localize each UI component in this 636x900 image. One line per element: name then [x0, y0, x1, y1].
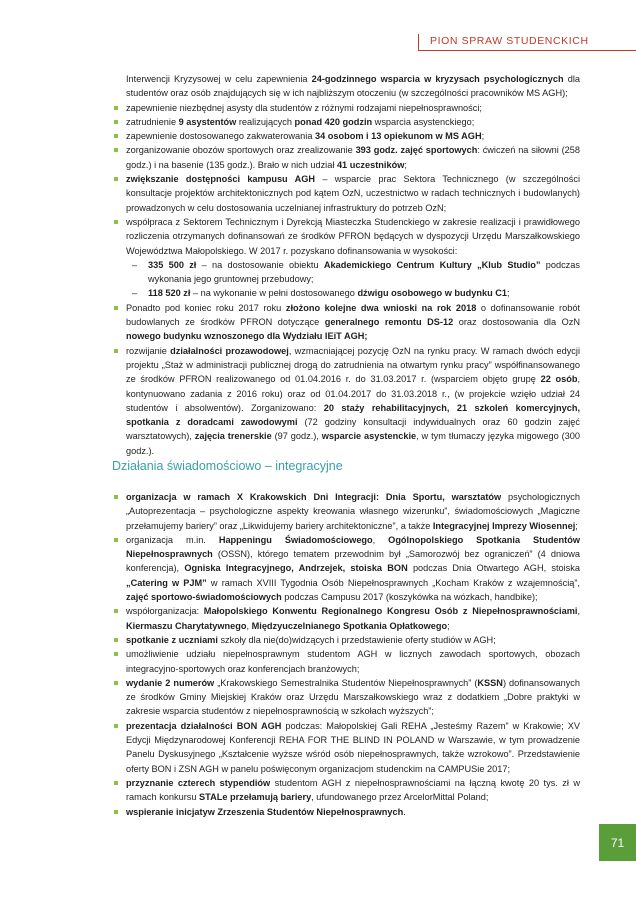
list-item: wydanie 2 numerów „Krakowskiego Semestralnika Studentów Niepełnosprawnych” (KSSN) dofinansowanych ze środków Gminy Miejskiej Kraków oraz Urzędu Marszałkowskiego wraz z dodatkiem „Dobre praktyki w zakresie wsparcia studentów z niepełnosprawnością w szkołach wyższych”;	[112, 676, 580, 719]
list-item: zapewnienie dostosowanego zakwaterowania 34 osobom i 13 opiekunom w MS AGH;	[112, 129, 580, 143]
list-item: współpraca z Sektorem Technicznym i Dyrekcją Miasteczka Studenckiego w zakresie realizacji i prawidłowego rozliczenia otrzymanych dofinansowań ze środków PFRON będących w dyspozycji Urzędu Marszałkowskiego Województwa Małopolskiego. W 2017 r. pozyskano dofinansowania w wysokości: – 335 500 zł – na dostosowanie obiektu Akademickiego Centrum Kultury „Klub Studio” podczas wykonania jego gruntownej przebudowy; – 118 520 zł – na wykonanie w pełni dostosowanego dźwigu osobowego w budynku C1;	[112, 215, 580, 301]
support-list	[112, 101, 580, 458]
section-heading: Działania świadomościowo – integracyjne	[112, 459, 343, 473]
list-item: zapewnienie niezbędnej asysty dla studentów z różnymi rodzajami niepełnosprawności;	[112, 101, 580, 115]
list-item: wspieranie inicjatyw Zrzeszenia Studentów Niepełnosprawnych.	[112, 805, 580, 819]
list-item: organizacja w ramach X Krakowskich Dni Integracji: Dnia Sportu, warsztatów psychologicznych „Autoprezentacja – psychologiczne aspekty kreowania własnego wizerunku”, świadomościowych „Magiczne przełamujemy bariery” oraz „Likwidujemy bariery architektoniczne”, a także Integracyjnej Imprezy Wiosennej;	[112, 490, 580, 533]
main-content	[112, 72, 580, 458]
list-item: umożliwienie udziału niepełnosprawnym studentom AGH w licznych zawodach sportowych, obozach integracyjno-sportowych oraz konferencjach branżowych;	[112, 647, 580, 676]
list-item: spotkanie z uczniami szkoły dla nie(do)widzących i przedstawienie oferty studiów w AGH;	[112, 633, 580, 647]
awareness-list	[112, 490, 580, 819]
list-item: przyznanie czterech stypendiów studentom AGH z niepełnosprawnościami na łączną kwotę 20 tys. zł w ramach konkursu STALe przełamują bariery, ufundowanego przez ArcelorMittal Poland;	[112, 776, 580, 805]
page-header	[418, 34, 636, 50]
awareness-section	[112, 458, 580, 819]
list-item: prezentacja działalności BON AGH podczas: Małopolskiej Gali REHA „Jesteśmy Razem” w Krakowie; XV Edycji Międzynarodowej Konferencji REHA FOR THE BLIND IN POLAND w Warszawie, w tym prowadzenie Panelu Dyskusyjnego „Kształcenie wyższe wśród osób niepełnosprawnych, także wzrokowo”. Przedstawienie oferty BON i ZSN AGH w panelu poświęconym organizacjom studenckim na CAMPUSie 2017;	[112, 719, 580, 776]
intro-paragraph: Interwencji Kryzysowej w celu zapewnienia 24-godzinnego wsparcia w kryzysach psychologicznych dla studentów oraz osób znajdujących się w ich najbliższym otoczeniu (w szczególności pracowników MS AGH);	[126, 74, 580, 99]
header-rule	[418, 50, 636, 51]
page-number-badge: 71	[599, 824, 636, 861]
list-item: organizacja m.in. Happeningu Świadomościowego, Ogólnopolskiego Spotkania Studentów Niepełnosprawnych (OSSN), którego tematem przewodnim był „Samorozwój bez ograniczeń” (4 dniowa konferencja), Ogniska Integracyjnego, Andrzejek, stoiska BON podczas Dnia Otwartego AGH, stoiska „Catering w PJM” w ramach XVIII Tygodnia Osób Niepełnosprawnych „Kocham Kraków z wzajemnością”, zajęć sportowo-świadomościowych podczas Campusu 2017 (koszykówka na wózkach, handbike);	[112, 533, 580, 604]
funding-sublist	[126, 258, 580, 301]
list-item: rozwijanie działalności prozawodowej, wzmacniającej pozycję OzN na rynku pracy. W ramach dwóch edycji projektu „Staż w administracji publicznej drogą do zatrudnienia na otwartym rynku pracy” współfinansowanego ze środków PFRON realizowanego od 01.04.2016 r. do 31.03.2017 r. (wsparciem objęto grupę 22 osób, kontynuowano zadania z 2016 roku) oraz od 01.04.2017 do 31.03.2018 r., (w projekcie wzięło udział 24 studentów i absolwentów). Zorganizowano: 20 staży rehabilitacyjnych, 21 szkoleń komercyjnych, spotkania z doradcami zawodowymi (72 godziny konsultacji indywidualnych oraz 60 godzin zajęć warsztatowych), zajęcia trenerskie (97 godz.), wsparcie asystenckie, w tym tłumaczy języka migowego (300 godz.).	[112, 344, 580, 458]
list-item: zwiększanie dostępności kampusu AGH – wsparcie prac Sektora Technicznego (w szczególności konsultacje projektów architektonicznych pod kątem OzN, uczestnictwo w radach technicznych i budowlanych) prowadzonych w celu dostosowania uczelnianej infrastruktury do potrzeb OzN;	[112, 172, 580, 215]
list-item: Ponadto pod koniec roku 2017 roku złożono kolejne dwa wnioski na rok 2018 o dofinansowanie robót budowlanych ze środków PFRON dotyczące generalnego remontu DS-12 oraz dostosowania dla OzN nowego budynku wznoszonego dla Wydziału IEiT AGH;	[112, 301, 580, 344]
list-item: współorganizacja: Małopolskiego Konwentu Regionalnego Kongresu Osób z Niepełnosprawnościami, Kiermaszu Charytatywnego, Międzyuczelnianego Spotkania Opłatkowego;	[112, 604, 580, 633]
header-divider	[418, 34, 419, 50]
header-section-title: PION SPRAW STUDENCKICH	[430, 35, 589, 47]
list-item: zatrudnienie 9 asystentów realizujących ponad 420 godzin wsparcia asystenckiego;	[112, 115, 580, 129]
sublist-item: – 118 520 zł – na wykonanie w pełni dostosowanego dźwigu osobowego w budynku C1;	[132, 288, 510, 299]
sublist-item: – 335 500 zł – na dostosowanie obiektu Akademickiego Centrum Kultury „Klub Studio” podczas wykonania jego gruntownej przebudowy;	[132, 259, 580, 285]
list-item: zorganizowanie obozów sportowych oraz zrealizowanie 393 godz. zajęć sportowych: ćwiczeń na siłowni (258 godz.) i na basenie (135 godz.). Brało w nich udział 41 uczestników;	[112, 143, 580, 172]
